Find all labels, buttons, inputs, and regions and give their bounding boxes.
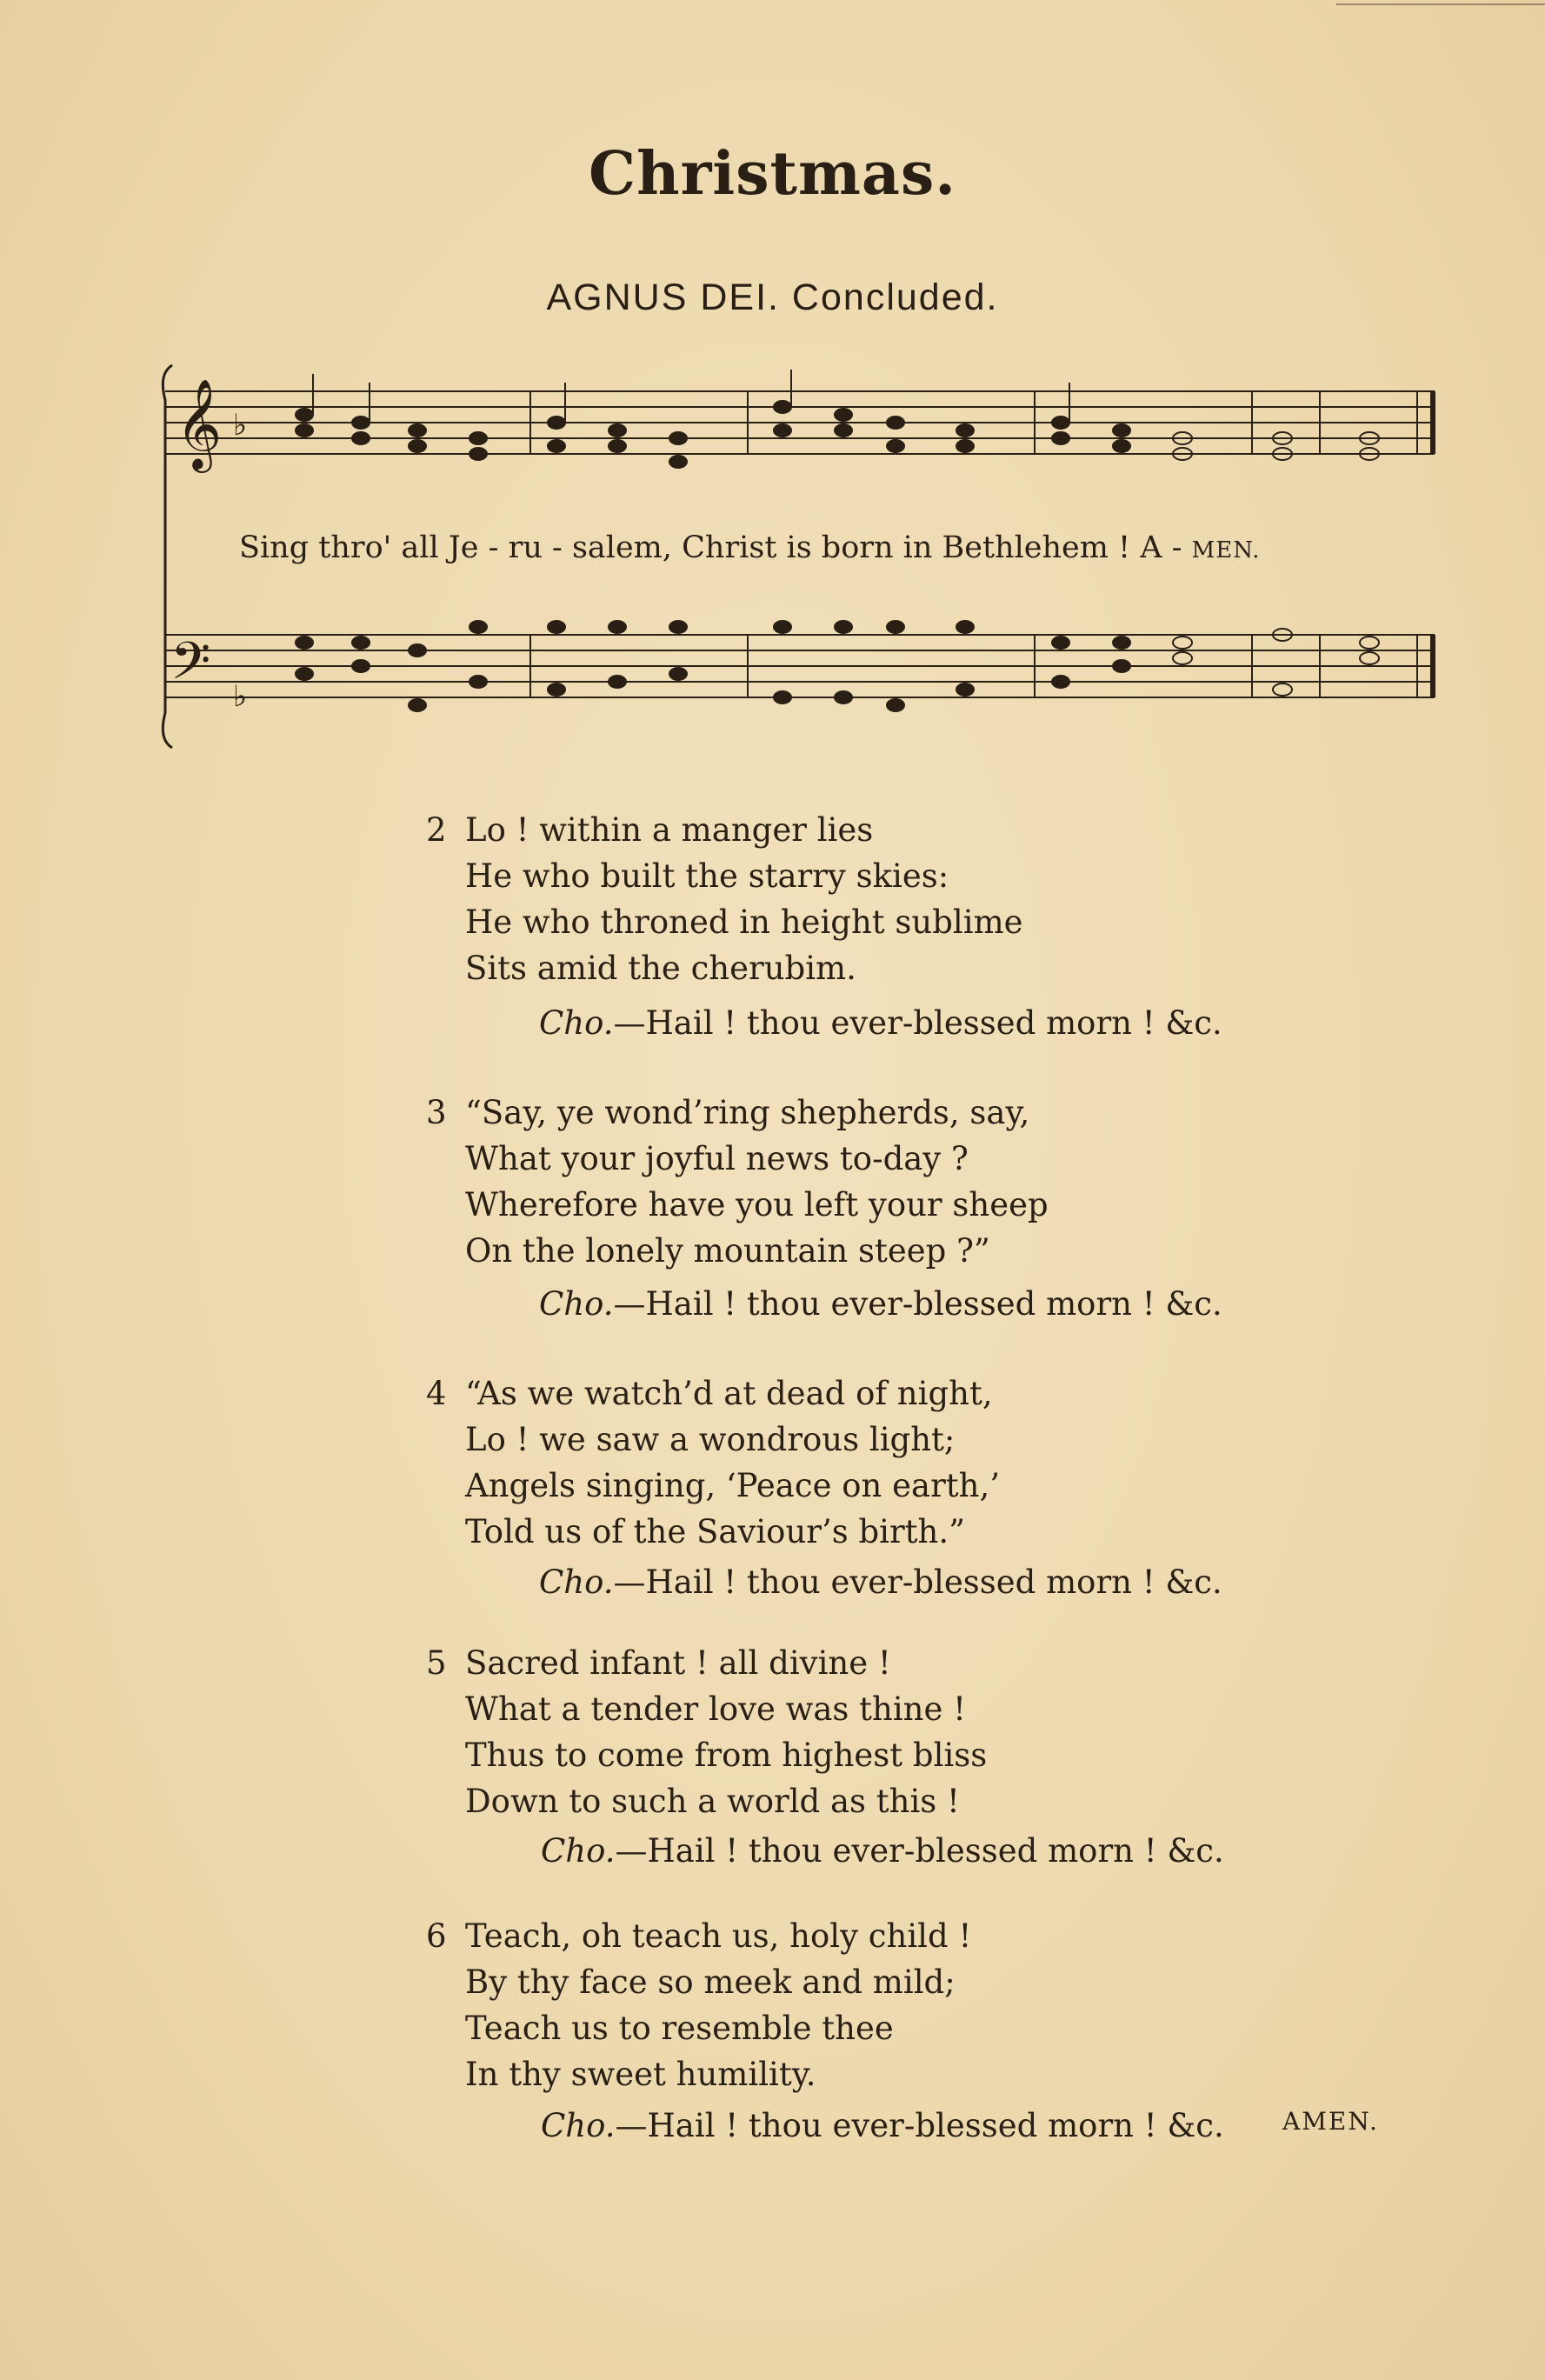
verse-line: Told us of the Saviour’s birth.” (465, 1513, 966, 1550)
chorus-line (541, 1832, 1224, 1870)
chorus-label: Cho. (539, 1004, 614, 1042)
chorus-text: —Hail ! thou ever-blessed morn ! &c. (615, 1832, 1224, 1870)
verse-line: Lo ! within a manger lies (465, 811, 874, 849)
chorus-text: —Hail ! thou ever-blessed morn ! &c. (613, 1563, 1222, 1601)
verse-line: What your joyful news to-day ? (465, 1140, 969, 1177)
chorus-label: Cho. (539, 1563, 614, 1601)
verse-line: Lo ! we saw a wondrous light; (465, 1421, 956, 1458)
verse-line: In thy sweet humility. (465, 2056, 816, 2093)
verse-line: Teach, oh teach us, holy child ! (465, 1917, 972, 1955)
chorus-label: Cho. (541, 2107, 616, 2144)
chorus-line (539, 1004, 1222, 1042)
bass-clef: 𝄢 (170, 630, 211, 703)
verse-line: By thy face so meek and mild; (465, 1963, 956, 2001)
verse-line: On the lonely mountain steep ?” (465, 1232, 990, 1270)
lyric-amen: MEN. (1191, 537, 1261, 563)
verse-line: Sits amid the cherubim. (465, 950, 856, 987)
verse-line: Angels singing, ‘Peace on earth,’ (465, 1467, 1000, 1504)
hymn-subtitle: AGNUS DEI. Concluded. (546, 277, 999, 318)
flat-sign: ♭ (233, 408, 248, 443)
lyric-text: Sing thro' all Je - ru - salem, Christ is born in Bethlehem ! A - (239, 530, 1192, 565)
final-amen: AMEN. (1282, 2107, 1379, 2136)
verse-number: 5 (426, 1644, 447, 1682)
verse-number: 3 (426, 1094, 447, 1131)
chorus-line (541, 2107, 1224, 2144)
verse-number: 4 (426, 1375, 447, 1412)
chorus-line (539, 1285, 1222, 1323)
verse-number: 6 (426, 1917, 447, 1955)
chorus-line (539, 1563, 1222, 1601)
verse-line: He who built the starry skies: (465, 857, 949, 895)
verse-line: Thus to come from highest bliss (465, 1737, 988, 1774)
flat-sign-bass: ♭ (233, 679, 248, 714)
verse-line: What a tender love was thine ! (465, 1690, 967, 1728)
page-edge-line (1336, 3, 1545, 5)
chorus-label: Cho. (541, 1832, 616, 1870)
chorus-text: —Hail ! thou ever-blessed morn ! &c. (613, 1285, 1222, 1323)
verse-line: Wherefore have you left your sheep (465, 1186, 1049, 1223)
verse-line: Sacred infant ! all divine ! (465, 1644, 891, 1682)
chorus-label: Cho. (539, 1285, 614, 1323)
music-lyric-line (239, 530, 1261, 565)
treble-clef: 𝄞 (176, 378, 223, 470)
verse-line: He who throned in height sublime (465, 903, 1023, 941)
verse-line: “As we watch’d at dead of night, (465, 1375, 993, 1412)
verse-line: “Say, ye wond’ring shepherds, say, (465, 1094, 1030, 1131)
chorus-text: —Hail ! thou ever-blessed morn ! &c. (613, 1004, 1222, 1042)
verse-number: 2 (426, 811, 447, 849)
verse-line: Down to such a world as this ! (465, 1783, 960, 1820)
verse-line: Teach us to resemble thee (465, 2010, 894, 2047)
chorus-text: —Hail ! thou ever-blessed morn ! &c. (615, 2107, 1224, 2144)
page-title: Christmas. (589, 139, 956, 209)
